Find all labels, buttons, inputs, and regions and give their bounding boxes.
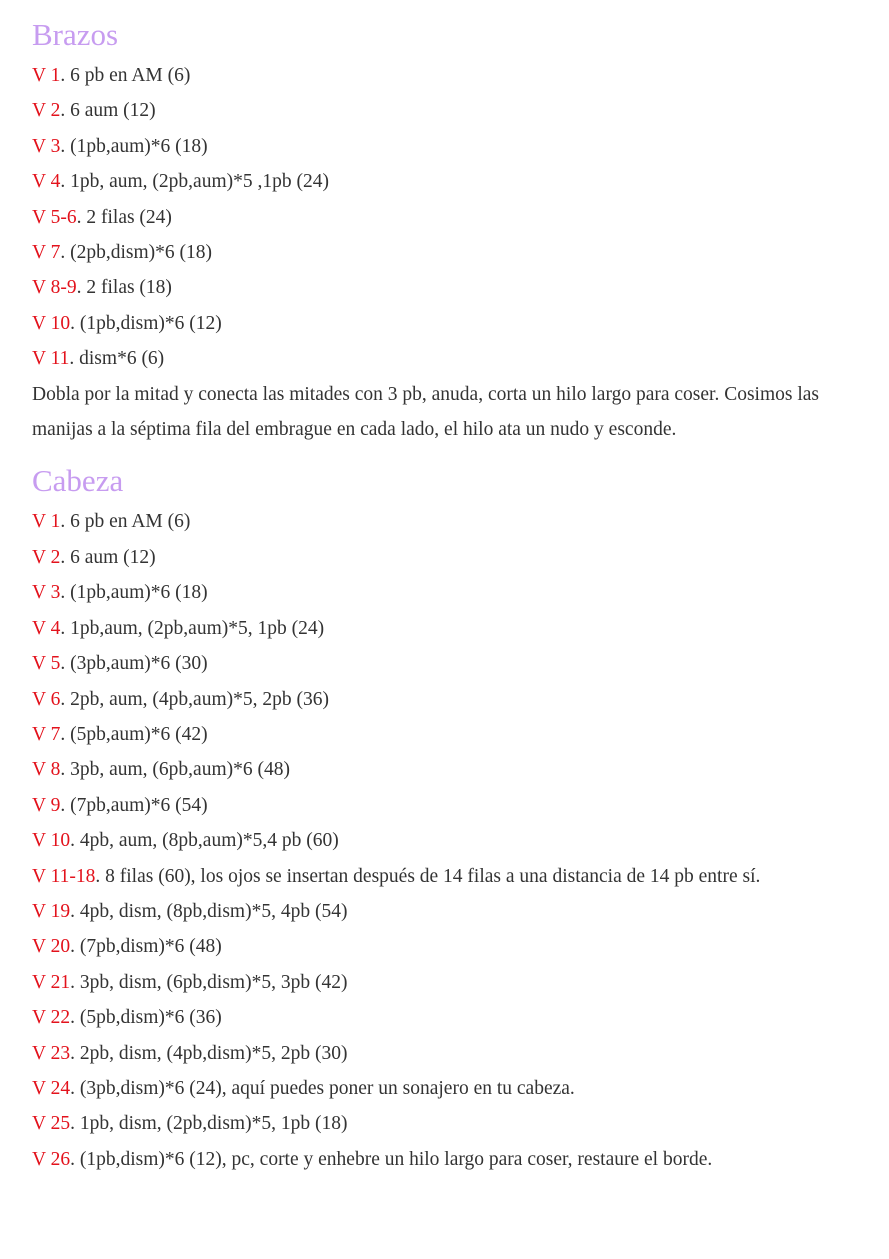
cabeza-rows (32, 504, 889, 1177)
row-item (32, 200, 889, 235)
row-item (32, 823, 889, 858)
row-text: . dism*6 (6) (69, 348, 165, 370)
row-label: V 11 (32, 348, 70, 370)
row-text: . 3pb, aum, (6pb,aum)*6 (48) (60, 759, 290, 781)
row-text: . (1pb,dism)*6 (12) (70, 312, 222, 334)
row-item (32, 965, 889, 1000)
row-text: . 6 pb en AM (6) (60, 511, 191, 533)
row-label: V 9 (32, 794, 61, 816)
row-item (32, 1106, 889, 1141)
row-text: . 1pb, aum, (2pb,aum)*5 ,1pb (24) (60, 171, 329, 193)
row-label: V 22 (32, 1007, 71, 1029)
row-label: V 8 (32, 759, 61, 781)
row-label: V 7 (32, 242, 61, 264)
row-text: . 2 filas (24) (76, 206, 172, 228)
row-label: V 10 (32, 830, 71, 852)
row-item (32, 129, 889, 164)
row-text: . (7pb,dism)*6 (48) (70, 936, 222, 958)
row-text: . (2pb,dism)*6 (18) (60, 242, 213, 264)
row-label: V 2 (32, 546, 61, 568)
row-label: V 1 (32, 65, 61, 86)
row-text: . (1pb,aum)*6 (18) (60, 135, 208, 157)
row-item (32, 235, 889, 270)
row-label: V 3 (32, 582, 61, 604)
row-text: . 6 aum (12) (60, 100, 156, 122)
row-item (32, 752, 889, 787)
row-item (32, 929, 889, 964)
row-item (32, 341, 889, 376)
row-text: . (7pb,aum)*6 (54) (60, 794, 208, 816)
row-text: . 1pb,aum, (2pb,aum)*5, 1pb (24) (60, 617, 325, 639)
row-text: . (1pb,aum)*6 (18) (60, 582, 208, 604)
row-item (32, 575, 889, 610)
row-item (32, 1036, 889, 1071)
row-item (32, 611, 889, 646)
row-item (32, 93, 889, 128)
row-item (32, 646, 889, 681)
row-text: . (5pb,aum)*6 (42) (60, 723, 208, 745)
row-text: . 6 pb en AM (6) (60, 65, 191, 86)
row-item (32, 859, 889, 894)
row-item (32, 58, 889, 93)
row-item (32, 1142, 889, 1177)
row-text: . (3pb,aum)*6 (30) (60, 653, 208, 675)
row-text: . 8 filas (60), los ojos se insertan después de 14 filas a una distancia de 14 pb entre sí. (95, 865, 761, 887)
row-text: . 2pb, aum, (4pb,aum)*5, 2pb (36) (60, 688, 329, 710)
row-item (32, 788, 889, 823)
row-label: V 21 (32, 971, 71, 993)
row-label: V 19 (32, 900, 71, 922)
row-label: V 5-6 (32, 206, 77, 228)
row-label: V 23 (32, 1042, 71, 1064)
row-item (32, 270, 889, 305)
row-text: . 4pb, dism, (8pb,dism)*5, 4pb (54) (70, 900, 348, 922)
row-text: . (1pb,dism)*6 (12), pc, corte y enhebre un hilo largo para coser, restaure el borde. (70, 1148, 713, 1170)
row-label: V 8-9 (32, 277, 77, 299)
row-text: . 2 filas (18) (76, 277, 172, 299)
section-title-brazos: Brazos (32, 17, 119, 52)
row-text: . (5pb,dism)*6 (36) (70, 1007, 222, 1029)
row-label: V 24 (32, 1077, 71, 1099)
row-item (32, 717, 889, 752)
row-text: . 2pb, dism, (4pb,dism)*5, 2pb (30) (70, 1042, 348, 1064)
row-item (32, 504, 889, 539)
row-label: V 26 (32, 1148, 71, 1170)
row-label: V 11-18 (32, 865, 96, 887)
row-label: V 20 (32, 936, 71, 958)
row-item (32, 1071, 889, 1106)
row-label: V 5 (32, 653, 61, 675)
row-item (32, 1000, 889, 1035)
row-label: V 6 (32, 688, 61, 710)
row-label: V 25 (32, 1113, 71, 1135)
row-label: V 3 (32, 135, 61, 157)
row-text: . 3pb, dism, (6pb,dism)*5, 3pb (42) (70, 971, 348, 993)
brazos-rows (32, 58, 889, 447)
row-label: V 4 (32, 617, 61, 639)
row-label: V 2 (32, 100, 61, 122)
row-item (32, 682, 889, 717)
brazos-instructions: Dobla por la mitad y conecta las mitades con 3 pb, anuda, corta un hilo largo para coser. Cosimos las manijas a la séptima fila del embrague en cada lado, el hilo ata un nudo y esconde. (32, 383, 820, 441)
row-label: V 7 (32, 723, 61, 745)
row-item (32, 540, 889, 575)
row-text: . 4pb, aum, (8pb,aum)*5,4 pb (60) (70, 830, 339, 852)
row-item (32, 306, 889, 341)
row-text: . (3pb,dism)*6 (24), aquí puedes poner un sonajero en tu cabeza. (70, 1077, 575, 1099)
row-label: V 4 (32, 171, 61, 193)
section-title-cabeza: Cabeza (32, 463, 124, 499)
row-item (32, 164, 889, 199)
row-text: . 1pb, dism, (2pb,dism)*5, 1pb (18) (70, 1113, 348, 1135)
row-text: . 6 aum (12) (60, 546, 156, 568)
row-item (32, 894, 889, 929)
row-label: V 10 (32, 312, 71, 334)
row-label: V 1 (32, 511, 61, 533)
